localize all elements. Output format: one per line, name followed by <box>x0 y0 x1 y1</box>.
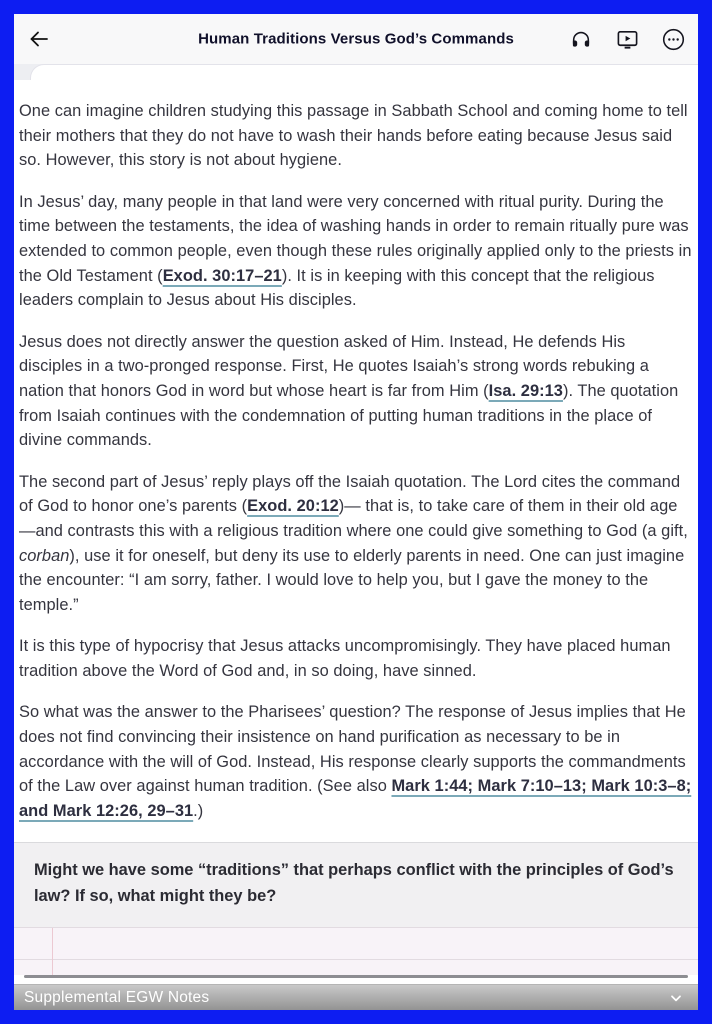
supplemental-egw-notes-bar[interactable] <box>14 984 698 1010</box>
more-options-button[interactable] <box>660 26 686 52</box>
ellipsis-icon <box>661 27 686 52</box>
section-divider <box>24 975 688 978</box>
bottom-section <box>14 975 698 1010</box>
body-text: .) <box>193 801 204 820</box>
body-text: )— that is, to take care of them in their old age—and contrasts this with a religious tradition where one could give something to God (a gift, <box>19 497 688 540</box>
body-text: ), use it for oneself, but deny its use to elderly parents in need. One can just imagine the encounter: “I am sorry, father. I would love to help you, but I gave the money to the temple.” <box>19 546 685 614</box>
scripture-reference-link[interactable]: Mark 1:44; Mark 7:10–13; Mark 10:3–8; and Mark 12:26, 29–31 <box>19 777 692 820</box>
body-text: It is this type of hypocrisy that Jesus attacks uncompromisingly. They have placed human tradition above the Word of God and, in so doing, have sinned. <box>19 637 671 680</box>
scripture-reference-link[interactable]: Exod. 20:12 <box>247 497 339 516</box>
scripture-reference-link[interactable]: Isa. 29:13 <box>488 381 563 400</box>
question-panel <box>14 842 698 927</box>
status-bar-artifact <box>96 2 124 13</box>
video-button[interactable] <box>614 26 640 52</box>
lesson-content <box>14 80 698 823</box>
body-text: One can imagine children studying this passage in Sabbath School and coming home to tell their mothers that they do not have to wash their hands before eating because Jesus said so. However, this story is not about hygiene. <box>19 102 688 170</box>
body-text: ). It is in keeping with this concept that the religious leaders complain to Jesus about His disciples. <box>19 266 655 310</box>
italic-term: corban <box>19 546 70 565</box>
content-card-corner <box>30 64 698 80</box>
body-text: ). The quotation from Isaiah continues with the condemnation of putting human traditions in the place of divine commands. <box>19 381 679 450</box>
paragraph <box>19 190 693 313</box>
back-arrow-icon <box>27 27 51 51</box>
page-title: Human Traditions Versus God’s Commands <box>198 30 514 48</box>
paragraph <box>19 330 693 453</box>
body-text: The second part of Jesus’ reply plays off the Isaiah quotation. The Lord cites the command of God to honor one’s parents ( <box>19 472 681 516</box>
paragraph <box>19 700 693 823</box>
headphones-icon <box>570 28 592 50</box>
question-text: Might we have some “traditions” that perhaps conflict with the principles of God’s law? If so, what might they be? <box>34 861 674 905</box>
scripture-reference-link[interactable]: Exod. 30:17–21 <box>162 266 282 285</box>
paragraph <box>19 99 693 173</box>
paragraph <box>19 634 693 683</box>
chevron-down-icon <box>668 990 684 1006</box>
body-text: Jesus does not directly answer the question asked of Him. Instead, He defends His disciples in a two-pronged response. First, He quotes Isaiah’s strong words rebuking a nation that honors God in word but whose heart is far from Him ( <box>19 332 649 400</box>
body-text: So what was the answer to the Pharisees’ question? The response of Jesus implies that He does not find convincing their insistence on hand purification as necessary to be in accordance with the will of God. Instead, His response clearly supports the commandments of the Law over against human tradition. (See also <box>19 703 686 796</box>
egw-notes-label: Supplemental EGW Notes <box>24 988 210 1006</box>
video-play-icon <box>616 28 639 51</box>
header-bar <box>14 14 698 64</box>
body-text: In Jesus’ day, many people in that land were very concerned with ritual purity. During the time between the testaments, the idea of washing hands in order to remain ritually pure was extended to common people, even though these rules originally applied only to the priests in the Old Testament ( <box>19 192 692 285</box>
paragraph <box>19 470 693 618</box>
header-actions <box>568 26 686 52</box>
content-card-top <box>14 64 698 80</box>
audio-button[interactable] <box>568 26 594 52</box>
back-button[interactable] <box>22 22 56 56</box>
answer-line-1[interactable] <box>14 928 698 960</box>
